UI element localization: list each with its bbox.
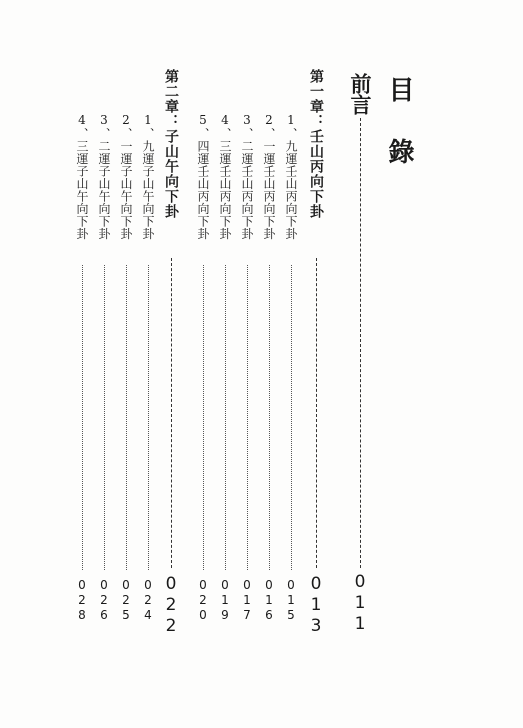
- leader-ch1-sec2: [269, 265, 270, 570]
- page-number-chapter-2: 022: [161, 574, 181, 637]
- toc-entry-ch1-sec4: 4、三運壬山丙向下卦: [218, 113, 232, 240]
- toc-entry-preface: 前言: [348, 73, 373, 115]
- leader-ch1-sec5: [203, 265, 204, 570]
- page-number-ch1-sec5: 020: [196, 578, 210, 623]
- leader-ch2-sec1: [148, 265, 149, 570]
- leader-chapter-1: [316, 258, 317, 568]
- leader-ch2-sec4: [82, 265, 83, 570]
- page-number-ch2-sec2: 025: [119, 578, 133, 623]
- toc-heading: 目錄: [384, 76, 414, 200]
- toc-entry-ch1-sec3: 3、二運壬山丙向下卦: [240, 113, 254, 240]
- toc-entry-chapter-1: 第一章：壬山丙向下卦: [308, 69, 324, 219]
- page-number-ch2-sec4: 028: [75, 578, 89, 623]
- page-number-preface: 011: [350, 572, 370, 635]
- leader-preface: [360, 118, 361, 568]
- toc-entry-ch1-sec5: 5、四運壬山丙向下卦: [196, 113, 210, 240]
- leader-ch1-sec4: [225, 265, 226, 570]
- toc-entry-ch2-sec3: 3、二運子山午向下卦: [97, 113, 111, 240]
- page-number-ch1-sec2: 016: [262, 578, 276, 623]
- toc-entry-ch1-sec1: 1、九運壬山丙向下卦: [284, 113, 298, 240]
- leader-ch1-sec1: [291, 265, 292, 570]
- toc-entry-ch2-sec4: 4、三運子山午向下卦: [75, 113, 89, 240]
- leader-ch2-sec3: [104, 265, 105, 570]
- toc-entry-ch1-sec2: 2、一運壬山丙向下卦: [262, 113, 276, 240]
- leader-ch2-sec2: [126, 265, 127, 570]
- leader-ch1-sec3: [247, 265, 248, 570]
- page-number-ch2-sec1: 024: [141, 578, 155, 623]
- leader-chapter-2: [171, 258, 172, 568]
- page-number-ch1-sec3: 017: [240, 578, 254, 623]
- toc-entry-chapter-2: 第二章：子山午向下卦: [163, 69, 179, 219]
- page-number-chapter-1: 013: [306, 574, 326, 637]
- page-number-ch1-sec4: 019: [218, 578, 232, 623]
- toc-entry-ch2-sec2: 2、一運子山午向下卦: [119, 113, 133, 240]
- toc-entry-ch2-sec1: 1、九運子山午向下卦: [141, 113, 155, 240]
- page-number-ch1-sec1: 015: [284, 578, 298, 623]
- page-number-ch2-sec3: 026: [97, 578, 111, 623]
